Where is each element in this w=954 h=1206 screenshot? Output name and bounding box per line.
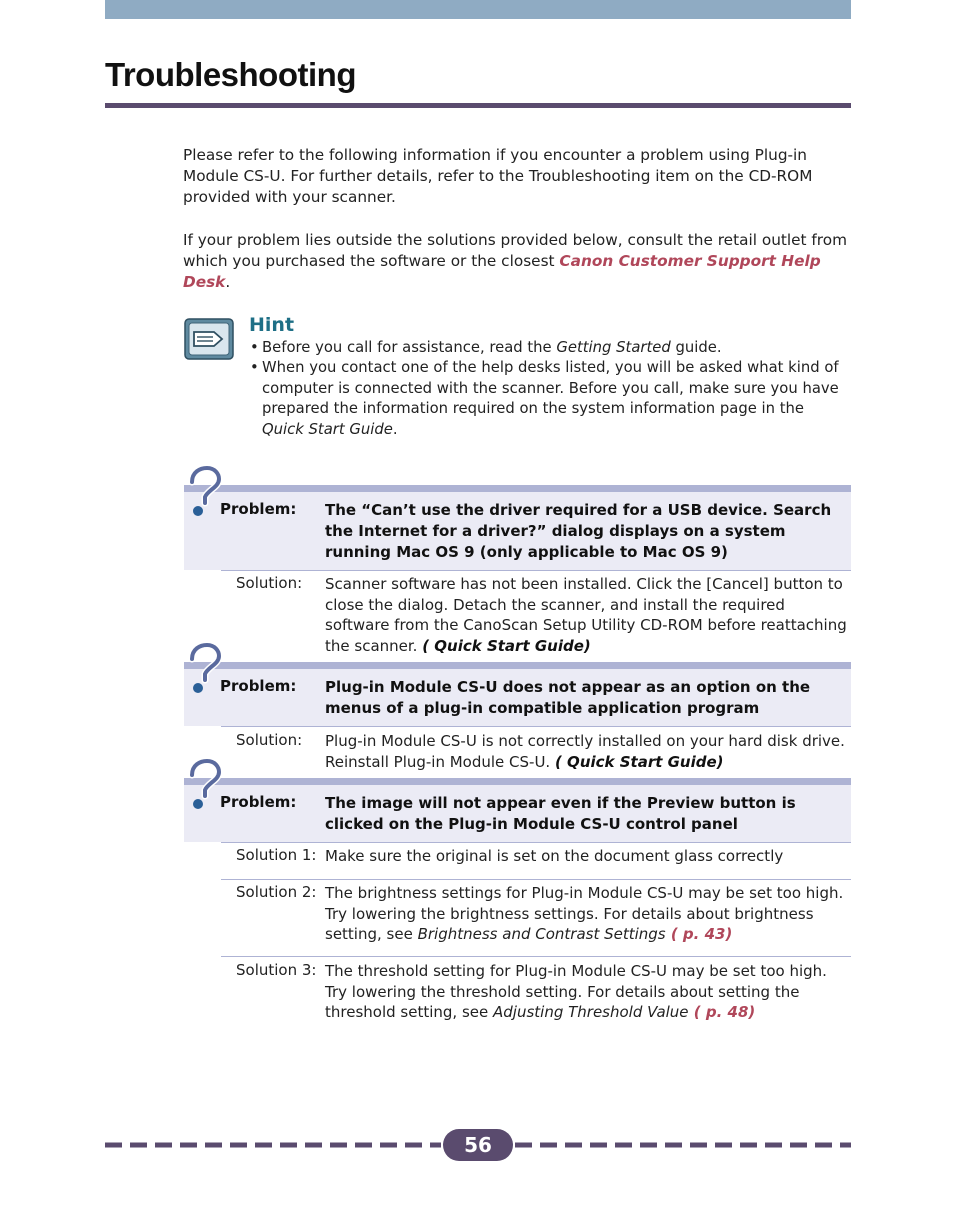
question-mark-icon [186,466,222,518]
hint-bullet-2: • When you contact one of the help desks listed, you will be asked what kind of computer is connected with the scanner. Before you call, make sure you have prepared the information required on the system information page in the Quick Start Guide. [250,359,839,438]
solution-divider [221,879,851,880]
problem-bar-2 [184,662,851,669]
problem-label: Problem: [220,793,297,811]
solution-text: Plug-in Module CS-U is not correctly installed on your hard disk drive. Reinstall Plug-in Module CS-U. ( Quick Start Guide) [325,732,845,771]
problem-bar-1 [184,485,851,492]
page-ref-link[interactable]: ( p. 48) [688,1003,756,1021]
quick-start-guide-ref[interactable]: ( Quick Start Guide) [554,752,724,771]
hint-title: Hint [249,314,295,336]
hint-bullet-1: • Before you call for assistance, read the Getting Started guide. [250,339,722,356]
solution-divider [221,726,851,727]
question-mark-icon [186,759,222,811]
page-ref-link[interactable]: ( p. 43) [665,925,733,943]
solution-divider [221,956,851,957]
problem-text: The image will not appear even if the Preview button is clicked on the Plug-in Module CS-U control panel [325,794,796,833]
hint-icon [184,318,234,360]
solution-divider [221,842,851,843]
solution-label: Solution 2: [236,883,317,901]
solution-text: The brightness settings for Plug-in Module CS-U may be set too high. Try lowering the brightness settings. For details about brightness setting, see Brightness and Contrast Settings ( p. 43) [325,884,844,943]
support-link[interactable]: Canon Customer Support Help Desk [183,252,821,291]
intro-paragraph-1: Please refer to the following information if you encounter a problem using Plug-in Module CS-U. For further details, refer to the Troubleshooting item on the CD-ROM provided with your scanner. [183,146,813,206]
header-bar [105,0,851,19]
solution-label: Solution: [236,574,303,592]
problem-text: The “Can’t use the driver required for a USB device. Search the Internet for a driver?” dialog displays on a system running Mac OS 9 (only applicable to Mac OS 9) [325,501,832,561]
problem-label: Problem: [220,500,297,518]
intro-paragraph-2: If your problem lies outside the solutions provided below, consult the retail outlet from which you purchased the software or the closest Canon Customer Support Help Desk. [183,231,848,291]
solution-text: Scanner software has not been installed. Click the [Cancel] button to close the dialog. Detach the scanner, and install the required software from the CanoScan Setup Utility CD-ROM before reattaching the scanner. ( Quick Start Guide) [325,575,847,655]
quick-start-guide-ref[interactable]: ( Quick Start Guide) [422,636,591,655]
page-title: Troubleshooting [105,56,356,93]
solution-text: The threshold setting for Plug-in Module CS-U may be set too high. Try lowering the threshold setting. For details about setting the threshold setting, see Adjusting Threshold Value ( p. 48) [325,962,827,1021]
solution-label: Solution 3: [236,961,317,979]
solution-label: Solution 1: [236,846,317,864]
problem-label: Problem: [220,677,297,695]
solution-label: Solution: [236,731,303,749]
solution-divider [221,570,851,571]
solution-text: Make sure the original is set on the document glass correctly [325,847,784,865]
page-number: 56 [443,1129,513,1161]
problem-bar-3 [184,778,851,785]
question-mark-icon [186,643,222,695]
title-divider [105,103,851,108]
problem-text: Plug-in Module CS-U does not appear as an option on the menus of a plug-in compatible application program [325,678,811,717]
